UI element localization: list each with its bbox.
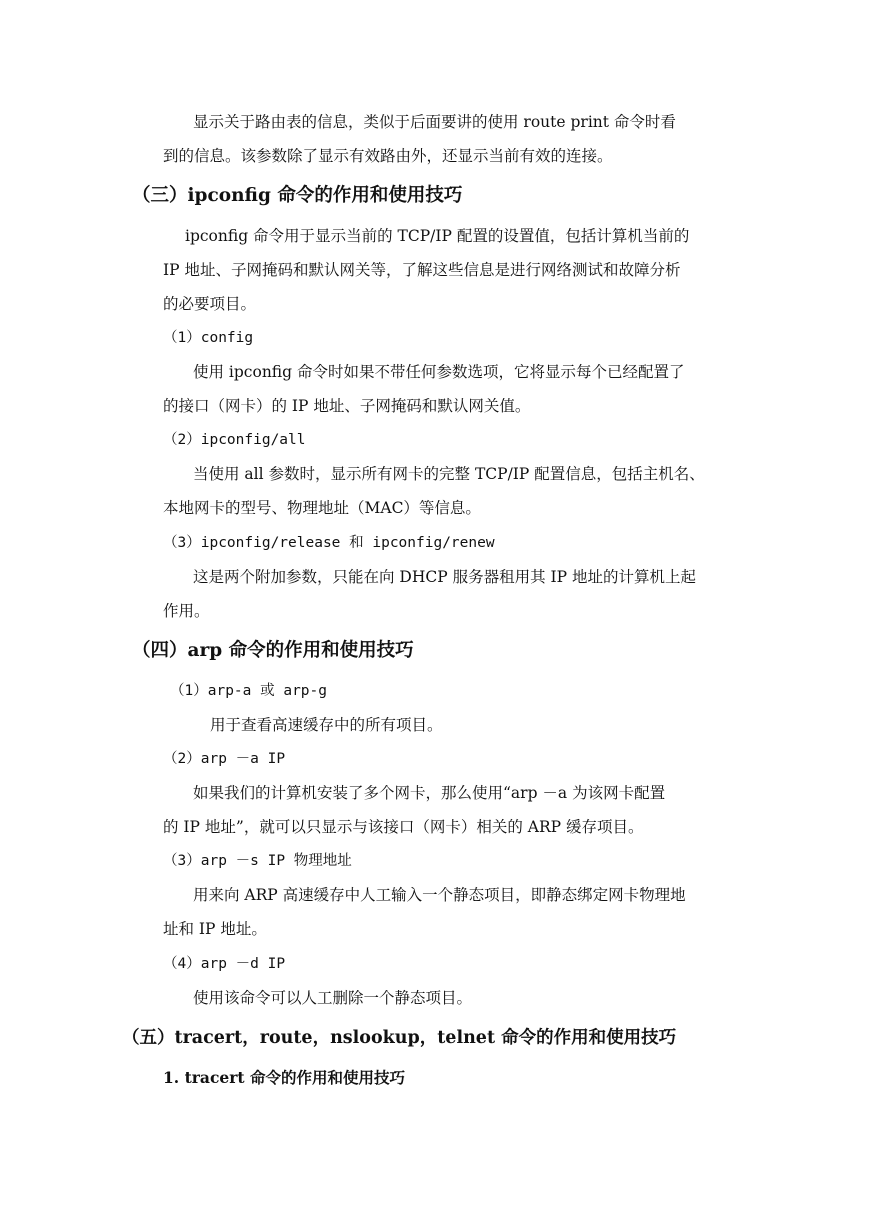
paragraph-line: 使用 ipconfig 命令时如果不带任何参数选项，它将显示每个已经配置了	[193, 363, 685, 381]
list-item-label: （1）arp-a 或 arp-g	[170, 683, 327, 699]
list-item-label: （2）ipconfig/all	[163, 432, 306, 448]
section-heading-4: （四）arp 命令的作用和使用技巧	[132, 640, 414, 661]
paragraph-line: 当使用 all 参数时，显示所有网卡的完整 TCP/IP 配置信息，包括主机名、	[193, 465, 705, 483]
subsection-heading: 1. tracert 命令的作用和使用技巧	[163, 1068, 405, 1087]
paragraph-line: 使用该命令可以人工删除一个静态项目。	[193, 989, 473, 1007]
list-item-label: （2）arp －a IP	[163, 751, 286, 767]
paragraph-line: 用来向 ARP 高速缓存中人工输入一个静态项目，即静态绑定网卡物理地	[193, 886, 686, 904]
paragraph-line: 用于查看高速缓存中的所有项目。	[210, 716, 443, 734]
section-heading-3: （三）ipconfig 命令的作用和使用技巧	[132, 185, 463, 206]
list-item-label: （3）arp －s IP 物理地址	[163, 853, 352, 869]
list-item-label: （4）arp －d IP	[163, 956, 286, 972]
list-item-label: （3）ipconfig/release 和 ipconfig/renew	[163, 535, 495, 551]
paragraph-line: 到的信息。该参数除了显示有效路由外，还显示当前有效的连接。	[163, 147, 613, 165]
paragraph-line: 的接口（网卡）的 IP 地址、子网掩码和默认网关值。	[163, 397, 531, 415]
paragraph-line: 如果我们的计算机安装了多个网卡，那么使用“arp －a 为该网卡配置	[193, 784, 666, 802]
paragraph-line: ipconfig 命令用于显示当前的 TCP/IP 配置的设置值，包括计算机当前的	[185, 227, 690, 245]
paragraph-line: 的必要项目。	[163, 295, 257, 313]
paragraph-line: 址和 IP 地址。	[163, 920, 267, 938]
paragraph-line: IP 地址、子网掩码和默认网关等，了解这些信息是进行网络测试和故障分析	[163, 261, 681, 279]
paragraph-line: 这是两个附加参数，只能在向 DHCP 服务器租用其 IP 地址的计算机上起	[193, 568, 696, 586]
paragraph-line: 本地网卡的型号、物理地址（MAC）等信息。	[163, 499, 481, 517]
paragraph-line: 作用。	[163, 602, 210, 620]
list-item-label: （1）config	[163, 330, 254, 346]
paragraph-line: 的 IP 地址”，就可以只显示与该接口（网卡）相关的 ARP 缓存项目。	[163, 818, 644, 836]
section-heading-5: （五）tracert，route，nslookup，telnet 命令的作用和使用技巧	[122, 1028, 677, 1048]
paragraph-line: 显示关于路由表的信息，类似于后面要讲的使用 route print 命令时看	[193, 113, 676, 131]
